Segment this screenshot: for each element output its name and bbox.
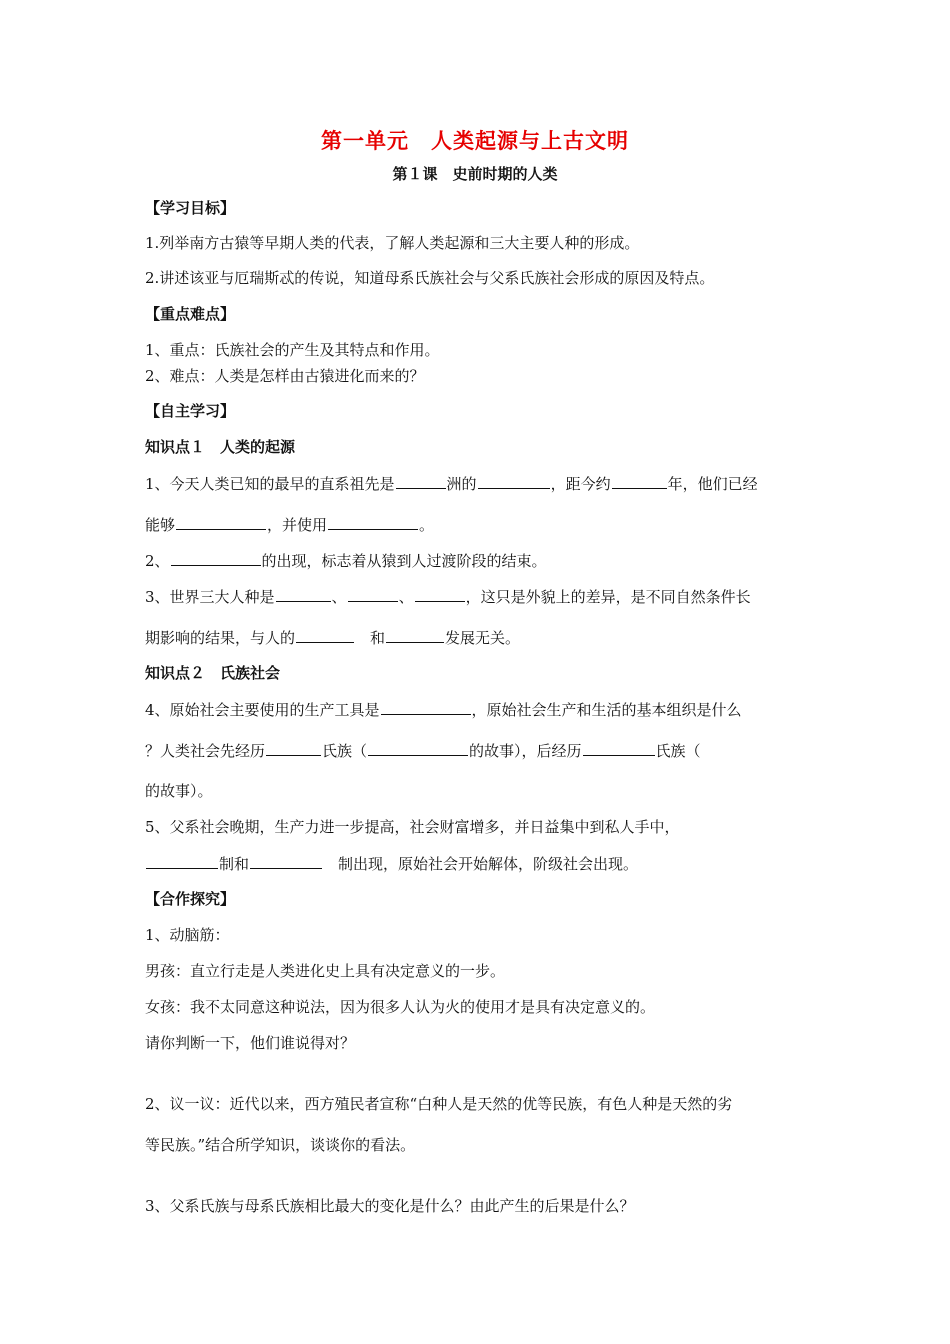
- text: 2、: [145, 552, 170, 570]
- cooperation-question-1: 请你判断一下，他们谁说得对？: [145, 1034, 356, 1052]
- text: 制和: [219, 855, 250, 873]
- blank[interactable]: [276, 586, 331, 602]
- text: 能够: [145, 516, 176, 534]
- blank[interactable]: [368, 740, 468, 756]
- cooperation-heading: 【合作探究】: [145, 890, 236, 908]
- question-4-line-2: [145, 740, 810, 761]
- question-5-line-2: [145, 853, 810, 874]
- text: ？人类社会先经历: [145, 742, 266, 760]
- blank[interactable]: [348, 586, 398, 602]
- keypoints-heading: 【重点难点】: [145, 305, 236, 323]
- text: ，原始社会生产和生活的基本组织是什么: [471, 701, 742, 719]
- text: 1、今天人类已知的最早的直系祖先是: [145, 475, 395, 493]
- knowledge-point-2-title: 知识点２ 氏族社会: [145, 664, 281, 682]
- question-3-line-2: [145, 627, 810, 648]
- text: 期影响的结果，与人的: [145, 629, 296, 647]
- goal-item-1: 1.列举南方古猿等早期人类的代表，了解人类起源和三大主要人种的形成。: [145, 234, 640, 252]
- goals-heading: 【学习目标】: [145, 199, 236, 217]
- question-5-line-1: 5、父系社会晚期，生产力进一步提高，社会财富增多，并日益集中到私人手中，: [145, 818, 680, 836]
- girl-statement: 女孩：我不太同意这种说法，因为很多人认为火的使用才是具有决定意义的。: [145, 998, 656, 1016]
- text: 。: [419, 516, 435, 534]
- blank[interactable]: [386, 627, 444, 643]
- cooperation-item-2-line-2: 等民族。”结合所学知识，谈谈你的看法。: [145, 1136, 416, 1154]
- blank[interactable]: [296, 627, 354, 643]
- unit-title: 第一单元 人类起源与上古文明: [321, 129, 629, 153]
- blank[interactable]: [415, 586, 465, 602]
- question-4-line-1: [145, 699, 810, 720]
- text: 洲的: [446, 475, 477, 493]
- question-1-line-2: [145, 514, 810, 535]
- blank[interactable]: [171, 550, 261, 566]
- blank[interactable]: [328, 514, 418, 530]
- text: 4、原始社会主要使用的生产工具是: [145, 701, 380, 719]
- text: 氏族（: [322, 742, 368, 760]
- question-1-line-1: [145, 473, 810, 494]
- blank[interactable]: [381, 699, 471, 715]
- keypoint-item-1: 1、重点：氏族社会的产生及其特点和作用。: [145, 341, 440, 359]
- keypoint-item-2: 2、难点：人类是怎样由古猿进化而来的？: [145, 367, 425, 385]
- question-3-line-1: [145, 586, 810, 607]
- question-2: [145, 550, 810, 571]
- text: ，并使用: [267, 516, 328, 534]
- text: 氏族（: [655, 742, 701, 760]
- text: 3、世界三大人种是: [145, 588, 275, 606]
- blank[interactable]: [583, 740, 655, 756]
- cooperation-item-1: 1、动脑筋：: [145, 926, 230, 944]
- blank[interactable]: [478, 473, 550, 489]
- question-4-line-3: 的故事）。: [145, 782, 213, 800]
- text: ，这只是外貌上的差异，是不同自然条件长: [465, 588, 751, 606]
- cooperation-item-2-line-1: 2、议一议：近代以来，西方殖民者宣称“白种人是天然的优等民族，有色人种是天然的劣: [145, 1095, 733, 1113]
- text: 发展无关。: [445, 629, 521, 647]
- text: 制出现，原始社会开始解体，阶级社会出现。: [323, 855, 639, 873]
- goal-item-2: 2.讲述该亚与厄瑞斯忒的传说，知道母系氏族社会与父系氏族社会形成的原因及特点。: [145, 269, 715, 287]
- text: 的出现，标志着从猿到人过渡阶段的结束。: [261, 552, 547, 570]
- text: 年，他们已经: [667, 475, 758, 493]
- cooperation-item-3: 3、父系氏族与母系氏族相比最大的变化是什么？由此产生的后果是什么？: [145, 1197, 635, 1215]
- blank[interactable]: [250, 853, 322, 869]
- self-study-heading: 【自主学习】: [145, 402, 236, 420]
- blank[interactable]: [176, 514, 266, 530]
- boy-statement: 男孩：直立行走是人类进化史上具有决定意义的一步。: [145, 962, 506, 980]
- text: 的故事），后经历: [469, 742, 582, 760]
- blank[interactable]: [146, 853, 218, 869]
- lesson-title: 第１课 史前时期的人类: [392, 165, 558, 183]
- text: 、: [398, 588, 414, 606]
- blank[interactable]: [612, 473, 667, 489]
- knowledge-point-1-title: 知识点１ 人类的起源: [145, 438, 296, 456]
- text: 、: [331, 588, 347, 606]
- blank[interactable]: [396, 473, 446, 489]
- blank[interactable]: [266, 740, 321, 756]
- text: ，距今约: [550, 475, 611, 493]
- text: 和: [355, 629, 386, 647]
